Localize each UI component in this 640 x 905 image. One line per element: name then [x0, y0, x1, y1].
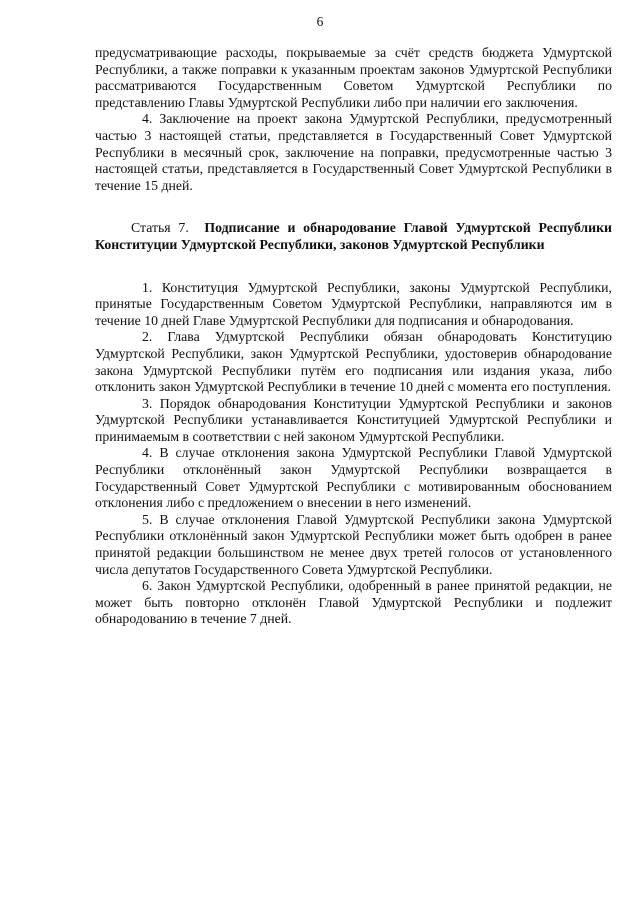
article-heading: Подписание и обнародование Главой Удмуртской Республики Конституции Удмуртской Республики, законов Удмуртской Республики: [95, 220, 613, 252]
article-item-4: 4. В случае отклонения закона Удмуртской Республики Главой Удмуртской Республики отклонённый закон Удмуртской Республики возвращается в Государственный Совет Удмуртской Республики с мотивированным обоснованием отклонения либо с предложением о внесении в него изменений.: [95, 445, 612, 511]
article-item-2: 2. Глава Удмуртской Республики обязан обнародовать Конституцию Удмуртской Республики, закон Удмуртской Республики, удостоверив обнародование закона Удмуртской Республики путём его подписания или издания указа, либо отклонить закон Удмуртской Республики в течение 10 дней с момента его поступления.: [95, 329, 612, 395]
article-item-6: 6. Закон Удмуртской Республики, одобренный в ранее принятой редакции, не может быть повторно отклонён Главой Удмуртской Республики и подлежит обнародованию в течение 7 дней.: [95, 578, 612, 627]
article-item-3: 3. Порядок обнародования Конституции Удмуртской Республики и законов Удмуртской Республики устанавливается Конституцией Удмуртской Республики и принимаемым в соответствии с ней законом Удмуртской Республики.: [95, 395, 612, 444]
article-label: Статья 7.: [131, 220, 189, 236]
article-item-5: 5. В случае отклонения Главой Удмуртской Республики закона Удмуртской Республики отклонённый закон Удмуртской Республики может быть одобрен в ранее принятой редакции большинством не менее двух третей голосов от установленного числа депутатов Государственного Совета Удмуртской Республики.: [95, 511, 612, 577]
page-number: 6: [316, 14, 324, 29]
paragraph-continuation: предусматривающие расходы, покрываемые за счёт средств бюджета Удмуртской Республики, а также поправки к указанным проектам законов Удмуртской Республики рассматриваются Государственным Советом Удмуртской Республики по представлению Главы Удмуртской Республики либо при наличии его заключения.: [95, 45, 612, 110]
article-item-1: 1. Конституция Удмуртской Республики, законы Удмуртской Республики, принятые Государственным Советом Удмуртской Республики, направляются им в течение 10 дней Главе Удмуртской Республики для подписания и обнародования.: [95, 279, 612, 328]
paragraph-part-4: 4. Заключение на проект закона Удмуртской Республики, предусмотренный частью 3 настоящей статьи, представляется в Государственный Совет Удмуртской Республики в месячный срок, заключение на поправки, предусмотренные частью 3 настоящей статьи, представляется в Государственный Совет Удмуртской Республики в течение 15 дней.: [95, 111, 612, 193]
article-7-items: [95, 280, 612, 628]
article-7-title: [95, 220, 612, 253]
document-body: [95, 45, 612, 628]
